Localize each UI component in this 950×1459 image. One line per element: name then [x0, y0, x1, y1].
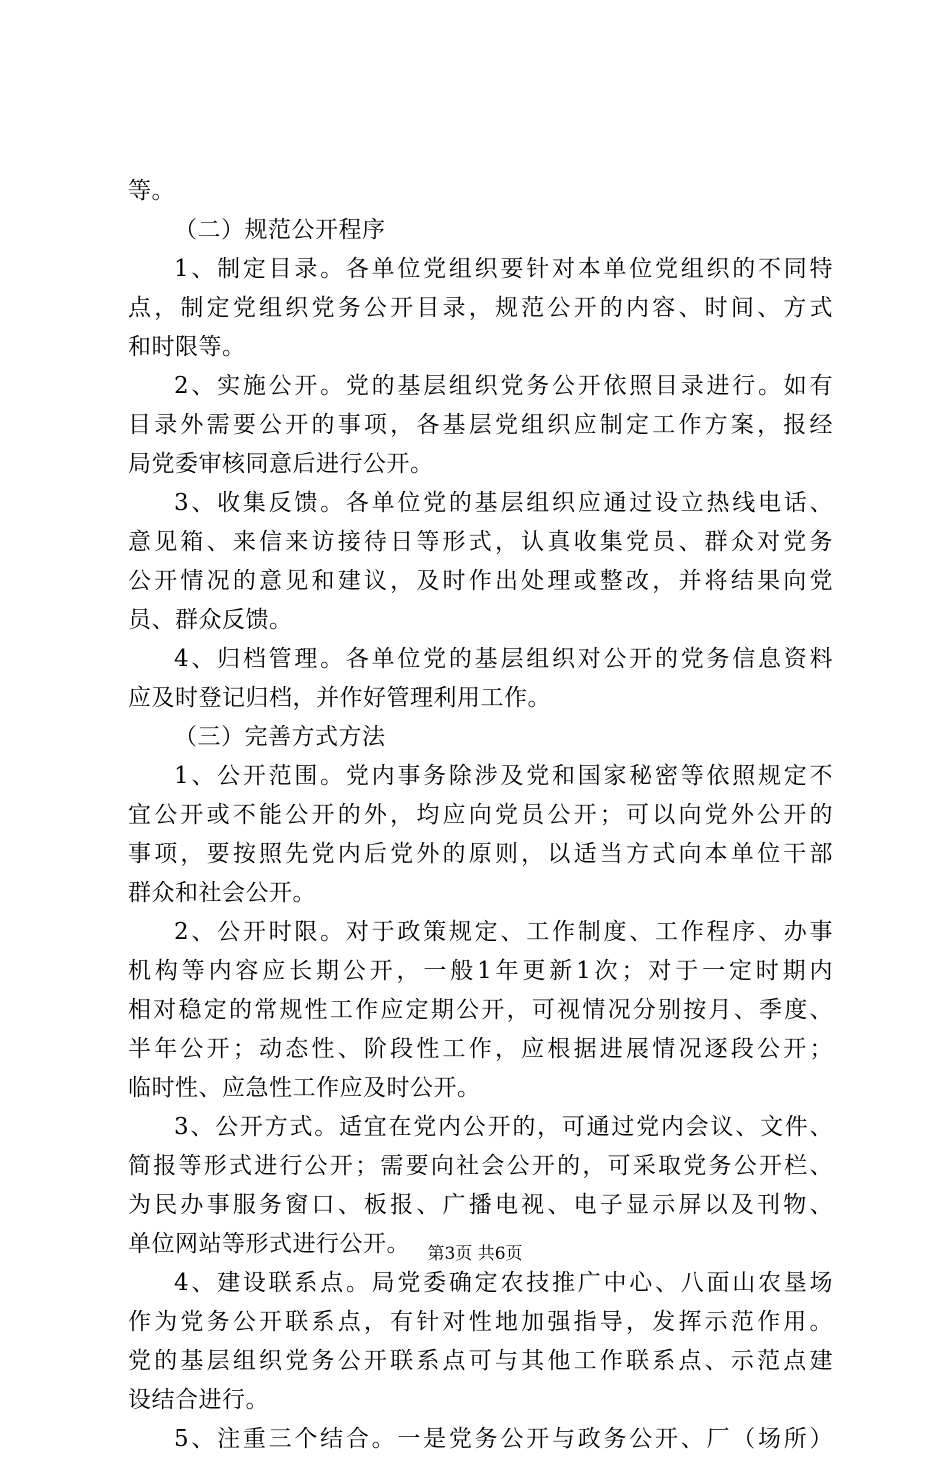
text-line: 临时性、应急性工作应及时公开。: [128, 1075, 481, 1101]
text-line: 2、实施公开。党的基层组织党务公开依照目录进行。如有: [174, 373, 833, 399]
text-line: 1、制定目录。各单位党组织要针对本单位党组织的不同特: [174, 256, 833, 282]
text-line: 员、群众反馈。: [128, 607, 293, 633]
text-line: 半年公开；动态性、阶段性工作，应根据进展情况逐段公开；: [128, 1036, 833, 1062]
text-line: 群众和社会公开。: [128, 880, 316, 906]
text-line: 5、注重三个结合。一是党务公开与政务公开、厂（场所）: [174, 1426, 833, 1452]
text-line: 目录外需要公开的事项，各基层党组织应制定工作方案，报经: [128, 412, 833, 438]
text-line: 事项，要按照先党内后党外的原则，以适当方式向本单位干部: [128, 841, 833, 867]
text-line: 4、归档管理。各单位党的基层组织对公开的党务信息资料: [174, 646, 833, 672]
page-footer: [0, 1242, 950, 1266]
text-line: 宜公开或不能公开的外，均应向党员公开；可以向党外公开的: [128, 802, 833, 828]
text-line: 单位网站等形式进行公开。: [128, 1231, 410, 1257]
text-line: 简报等形式进行公开；需要向社会公开的，可采取党务公开栏、: [128, 1153, 833, 1179]
text-line: 机构等内容应长期公开，一般1年更新1次；对于一定时期内: [128, 958, 833, 984]
text-line: 相对稳定的常规性工作应定期公开，可视情况分别按月、季度、: [128, 997, 833, 1023]
text-line: 2、公开时限。对于政策规定、工作制度、工作程序、办事: [174, 919, 833, 945]
text-line: （二）规范公开程序: [174, 217, 386, 243]
text-line: 等。: [128, 178, 175, 204]
text-line: 意见箱、来信来访接待日等形式，认真收集党员、群众对党务: [128, 529, 833, 555]
text-line: 3、公开方式。适宜在党内公开的，可通过党内会议、文件、: [174, 1114, 833, 1140]
text-line: 点，制定党组织党务公开目录，规范公开的内容、时间、方式: [128, 295, 833, 321]
text-line: 4、建设联系点。局党委确定农技推广中心、八面山农垦场: [174, 1270, 833, 1296]
text-line: 和时限等。: [128, 334, 246, 360]
text-line: 3、收集反馈。各单位党的基层组织应通过设立热线电话、: [174, 490, 833, 516]
text-line: 局党委审核同意后进行公开。: [128, 451, 434, 477]
page-number-label: 第3页 共6页: [427, 1244, 523, 1264]
text-line: 党的基层组织党务公开联系点可与其他工作联系点、示范点建: [128, 1348, 833, 1374]
text-line: 为民办事服务窗口、板报、广播电视、电子显示屏以及刊物、: [128, 1192, 833, 1218]
text-line: 公开情况的意见和建议，及时作出处理或整改，并将结果向党: [128, 568, 833, 594]
text-line: 1、公开范围。党内事务除涉及党和国家秘密等依照规定不: [174, 763, 833, 789]
text-line: 应及时登记归档，并作好管理利用工作。: [128, 685, 551, 711]
text-line: （三）完善方式方法: [174, 724, 386, 750]
text-line: 设结合进行。: [128, 1387, 269, 1413]
text-line: 作为党务公开联系点，有针对性地加强指导，发挥示范作用。: [128, 1309, 833, 1335]
